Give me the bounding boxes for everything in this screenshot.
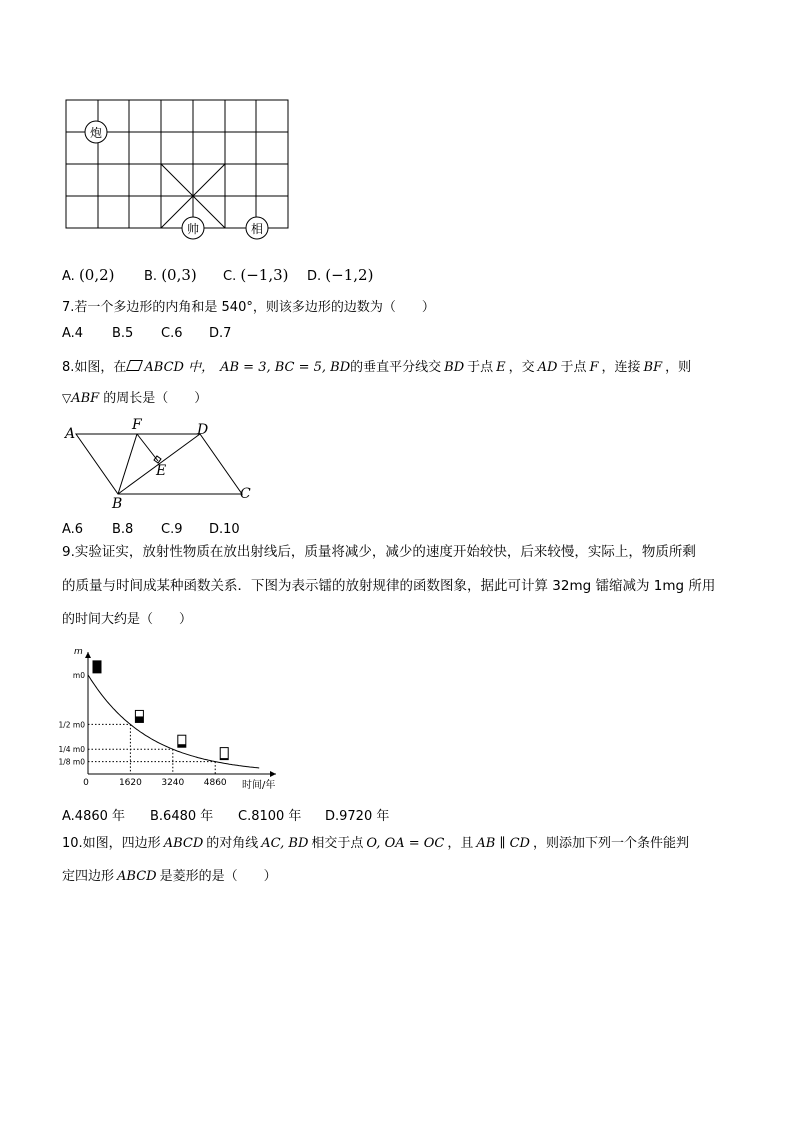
- triangle-symbol: ▽: [62, 391, 72, 405]
- label-E: E: [156, 463, 167, 479]
- y-axis-arrow: [85, 652, 91, 658]
- sample-fill-2: [178, 744, 186, 747]
- sample-fill-3: [220, 758, 228, 760]
- piece-xiang: [246, 217, 268, 239]
- sample-fill-0: [93, 661, 101, 673]
- chessboard-figure: [60, 96, 295, 246]
- label-C: C: [240, 486, 251, 502]
- label-D: D: [197, 422, 209, 438]
- q8-stem-line2: ▽ABF 的周长是（ ）: [62, 391, 208, 406]
- q7-stem: 7.若一个多边形的内角和是 540°，则该多边形的边数为（ ）: [62, 300, 435, 315]
- parallelogram-figure: [60, 418, 265, 513]
- x-axis-arrow: [270, 771, 276, 777]
- decay-curve: [88, 675, 259, 768]
- x-tick-label-3: 4860: [203, 778, 227, 788]
- q7-option-b[interactable]: B.5: [112, 326, 134, 341]
- parallelogram-symbol: [126, 360, 143, 371]
- x-tick-label-1: 1620: [118, 778, 142, 788]
- y-axis-label: m: [74, 647, 83, 657]
- q9-stem-line3: 的时间大约是（ ）: [62, 612, 193, 627]
- piece-pao-label: 炮: [89, 126, 103, 140]
- q9-option-a[interactable]: A.4860 年: [62, 809, 126, 824]
- y-tick-label-3: 1/8 m0: [58, 757, 85, 767]
- label-A: A: [65, 426, 76, 442]
- q8-option-c[interactable]: C.9: [161, 522, 183, 537]
- q8-stem-line1: 8.如图，在 ABCD 中， AB = 3, BC = 5, BD的垂直平分线交 BD 于点 E ，交 AD 于点 F ，连接 BF ，则: [62, 360, 692, 375]
- sample-fill-1: [135, 716, 143, 722]
- q9-stem-line2: 的质量与时间成某种函数关系．下图为表示镭的放射规律的函数图象，据此可计算 32mg 镭缩减为 1mg 所用: [62, 578, 716, 594]
- x-tick-label-2: 3240: [161, 778, 185, 788]
- q7-option-c[interactable]: C.6: [161, 326, 183, 341]
- q6-option-d[interactable]: D. (−1,2): [307, 266, 374, 284]
- label-B: B: [112, 496, 123, 512]
- label-F: F: [132, 417, 142, 433]
- y-tick-label-0: m0: [72, 670, 85, 680]
- q8-option-a[interactable]: A.6: [62, 522, 84, 537]
- piece-xiang-label: 相: [250, 222, 264, 236]
- q7-option-d[interactable]: D.7: [209, 326, 232, 341]
- sample-box-3: [220, 748, 228, 760]
- q9-option-c[interactable]: C.8100 年: [238, 809, 302, 824]
- y-tick-label-2: 1/4 m0: [58, 745, 85, 755]
- q8-option-b[interactable]: B.8: [112, 522, 134, 537]
- piece-shuai: [182, 217, 204, 239]
- y-tick-label-1: 1/2 m0: [58, 720, 85, 730]
- q9-stem-line1: 9.实验证实，放射性物质在放出射线后，质量将减少，减少的速度开始较快，后来较慢，实际上，物质所剩: [62, 544, 696, 560]
- q6-option-b[interactable]: B. (0,3): [144, 266, 197, 284]
- q9-option-d[interactable]: D.9720 年: [325, 809, 390, 824]
- q10-stem-line1: 10.如图，四边形 ABCD 的对角线 AC, BD 相交于点 O, OA = OC ，且 AB ∥ CD ，则添加下列一个条件能判: [62, 836, 689, 851]
- x-axis-label: 时间/年: [242, 780, 276, 791]
- q6-option-c[interactable]: C. (−1,3): [223, 266, 289, 284]
- q8-option-d[interactable]: D.10: [209, 522, 240, 537]
- x-tick-label-0: 0: [83, 778, 89, 788]
- q6-option-a[interactable]: A. (0,2): [62, 266, 115, 284]
- q10-stem-line2: 定四边形 ABCD 是菱形的是（ ）: [62, 869, 277, 884]
- decay-chart: [58, 640, 286, 791]
- q9-option-b[interactable]: B.6480 年: [150, 809, 214, 824]
- q7-option-a[interactable]: A.4: [62, 326, 84, 341]
- piece-pao: [85, 121, 107, 143]
- piece-shuai-label: 帅: [186, 222, 200, 236]
